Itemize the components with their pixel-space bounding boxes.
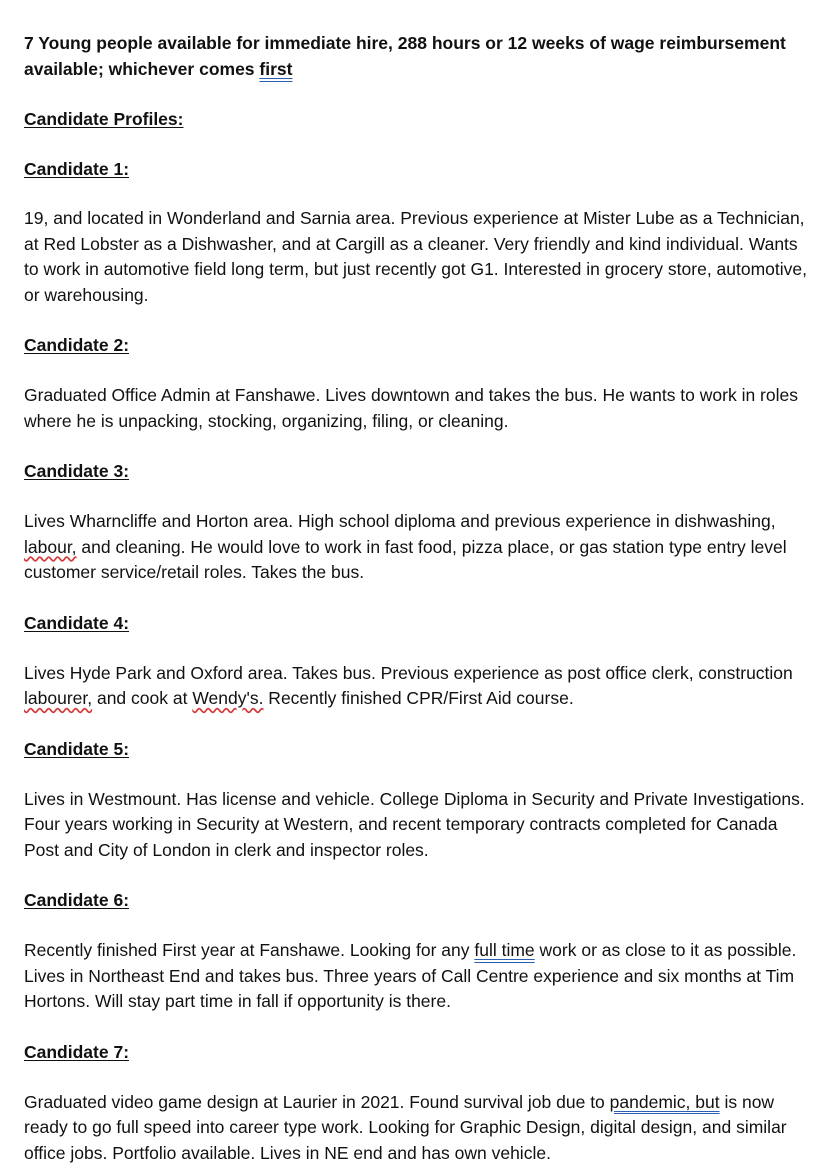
candidate-6-text-1: Recently finished First year at Fanshawe. Looking for any [24, 940, 475, 960]
candidate-4-description [24, 661, 814, 712]
document-page [24, 30, 814, 1166]
grammar-flagged-word[interactable]: pandemic, but [609, 1091, 720, 1112]
candidate-6-text-2: work or as close to it as possible. Lives in Northeast End and takes bus. Three years of Call Centre experience and six months at Tim Hortons. Will stay part time in fall if opportunity is there. [24, 940, 797, 1011]
profiles-heading: Candidate Profiles: [24, 109, 184, 129]
candidate-5-description: Lives in Westmount. Has license and vehicle. College Diploma in Security and Private Investigations. Four years working in Security at Western, and recent temporary contracts completed for Canada Post and City of London in clerk and inspector roles. [24, 788, 805, 860]
spelling-flagged-word[interactable]: labour, [24, 536, 77, 557]
candidate-3-text-1: Lives Wharncliffe and Horton area. High school diploma and previous experience in dishwashing, [24, 511, 776, 531]
headline-text: 7 Young people available for immediate hire, 288 hours or 12 weeks of wage reimbursement available; whichever comes [24, 33, 786, 79]
spelling-flagged-word[interactable]: Wendy's. [192, 688, 264, 708]
spelling-flagged-word[interactable]: labourer, [24, 688, 93, 708]
candidate-2-heading: Candidate 2: [24, 335, 130, 355]
candidate-1-heading: Candidate 1: [24, 159, 130, 179]
candidate-2-description: Graduated Office Admin at Fanshawe. Lives downtown and takes the bus. He wants to work in roles where he is unpacking, stocking, organizing, filing, or cleaning. [24, 385, 798, 431]
candidate-6-heading: Candidate 6: [24, 890, 130, 910]
candidate-1-description: 19, and located in Wonderland and Sarnia area. Previous experience at Mister Lube as a Technician, at Red Lobster as a Dishwasher, and at Cargill as a cleaner. Very friendly and kind individual. Wants to work in automotive field long term, but just recently got G1. Interested in grocery store, automotive, or warehousing. [24, 208, 808, 305]
candidate-7-text-2: is now ready to go full speed into career type work. Looking for Graphic Design, digital design, and similar office jobs. Portfolio available. Lives in NE end and has own vehicle. [24, 1091, 787, 1163]
candidate-4-text-2: and cook at [92, 688, 193, 708]
candidate-3-heading: Candidate 3: [24, 461, 130, 481]
candidate-3-text-2: and cleaning. He would love to work in fast food, pizza place, or gas station type entry level customer service/retail roles. Takes the bus. [24, 536, 787, 582]
candidate-7-heading: Candidate 7: [24, 1041, 130, 1062]
candidate-3-description [24, 509, 814, 586]
grammar-flagged-word[interactable]: first [259, 59, 293, 79]
candidate-4-heading: Candidate 4: [24, 612, 130, 633]
grammar-flagged-word[interactable]: full time [474, 940, 535, 960]
candidate-4-text-3: Recently finished CPR/First Aid course. [263, 688, 574, 708]
candidate-7-text-1: Graduated video game design at Laurier in 2021. Found survival job due to [24, 1091, 610, 1112]
candidate-4-text-1: Lives Hyde Park and Oxford area. Takes bus. Previous experience as post office clerk, construction [24, 662, 793, 683]
candidate-5-heading: Candidate 5: [24, 738, 130, 759]
candidate-6-description [24, 938, 814, 1015]
document-headline [24, 30, 814, 82]
candidate-7-description [24, 1090, 814, 1167]
